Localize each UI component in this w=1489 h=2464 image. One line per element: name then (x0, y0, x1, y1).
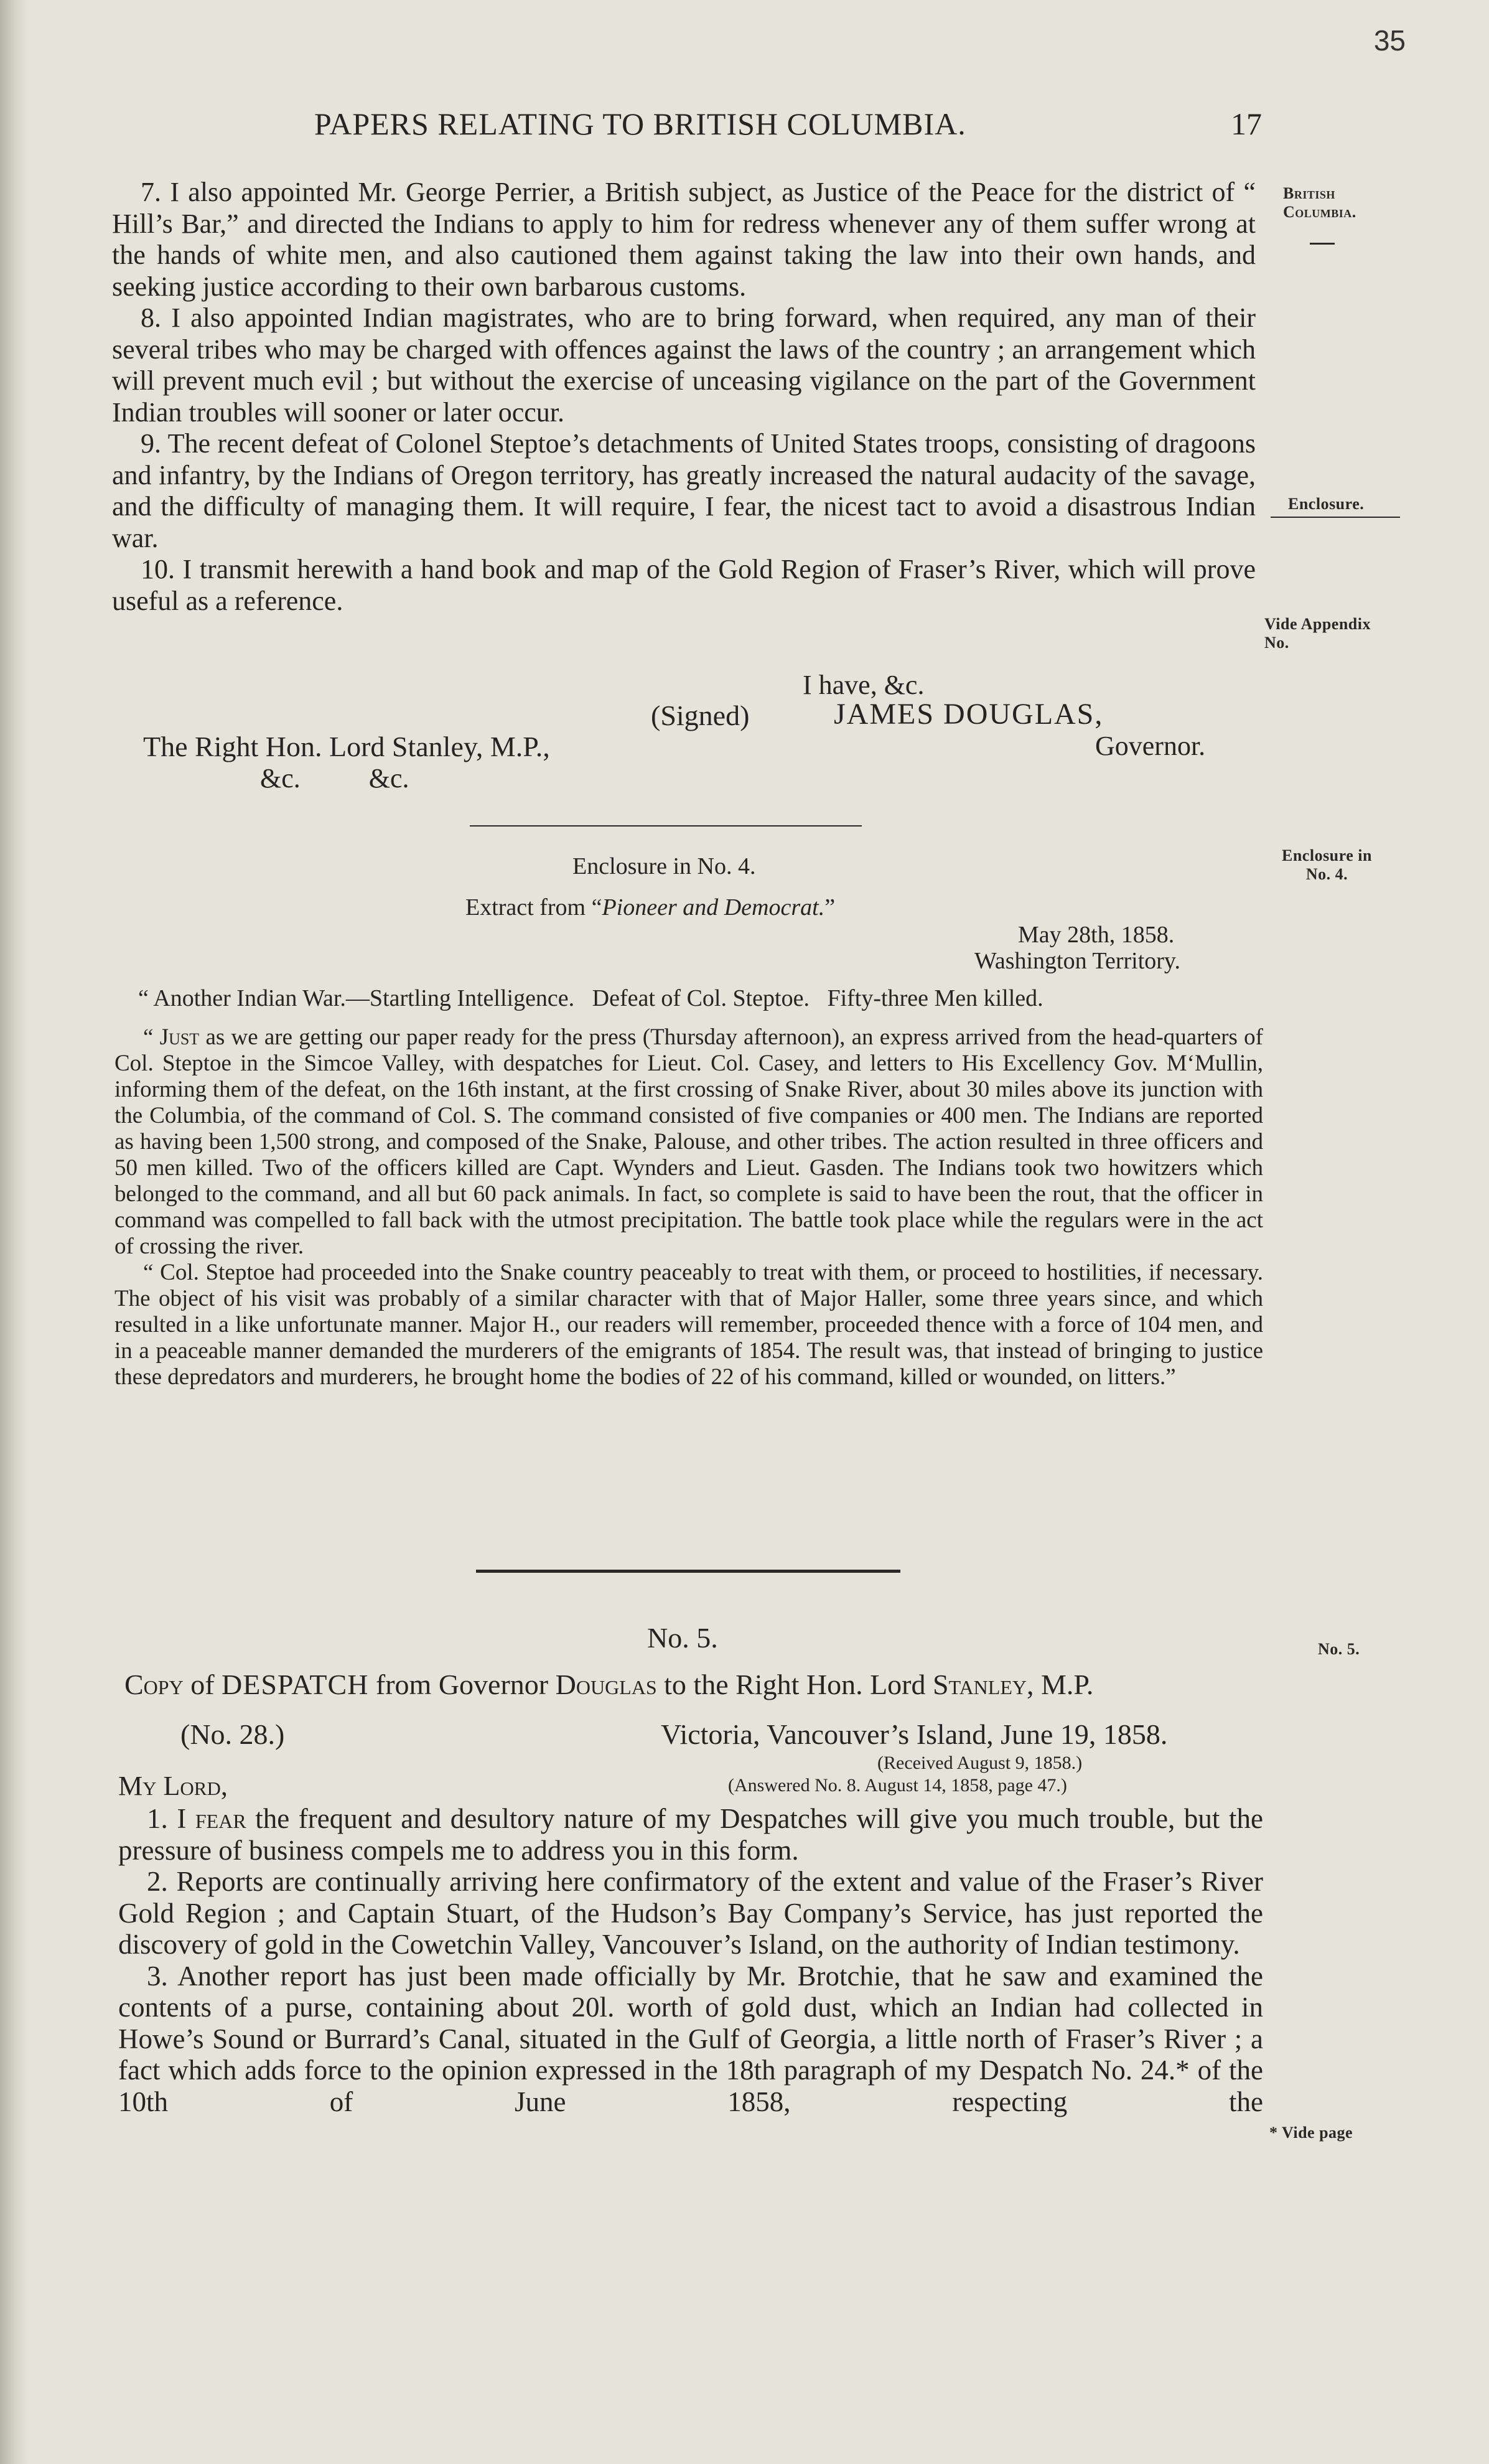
p1-fear: fear (195, 1803, 246, 1834)
newspaper-name: Pioneer and Democrat. (602, 894, 825, 920)
letter-body (112, 177, 1256, 617)
paragraph-9: 9. The recent defeat of Colonel Steptoe’s detachments of United States troops, consisting of dragoons and infantry, by the Indians of Oregon territory, has greatly increased the natural audacity of the savage, and the difficulty of managing them. It will require, I fear, the nicest tact to avoid a disastrous Indian war. (112, 428, 1256, 553)
despatch-body (118, 1803, 1263, 2117)
margin-note-line: Enclosure in (1282, 846, 1372, 864)
closing-line: I have, &c. (803, 670, 925, 700)
title-stanley: Stanley (933, 1669, 1027, 1700)
despatch-ref: (No. 28.) (180, 1718, 285, 1750)
title-mid2: to the Right Hon. Lord (656, 1669, 933, 1700)
title-copy: Copy (124, 1669, 184, 1700)
enclosure-heading: Enclosure in No. 4. (572, 853, 756, 879)
margin-dash (1310, 243, 1335, 245)
title-end: , M.P. (1027, 1669, 1094, 1700)
despatch-paragraph-3: 3. Another report has just been made officially by Mr. Brotchie, that he saw and examined the contents of a purse, containing about 20l. worth of gold dust, which an Indian had collected in Howe’s Sound or Burrard’s Canal, situated in the Gulf of Georgia, a little north of Fraser’s River ; a fact which adds force to the opinion expressed in the 18th paragraph of my Despatch No. 24.* of the 10th of June 1858, respecting the (118, 1960, 1263, 2117)
margin-note-enclosure-in (1282, 846, 1372, 884)
margin-note-british-columbia (1283, 184, 1356, 222)
p1-lead: 1. I (147, 1803, 195, 1834)
despatch-place-date: Victoria, Vancouver’s Island, June 19, 1858. (661, 1718, 1168, 1750)
running-title: PAPERS RELATING TO BRITISH COLUMBIA. (314, 106, 966, 141)
signatory-title: Governor. (1095, 731, 1206, 761)
margin-note-line: No. 4. (1305, 865, 1348, 883)
extract-place: Washington Territory. (974, 948, 1180, 974)
page-number: 17 (1231, 106, 1262, 141)
despatch-title (124, 1668, 1093, 1701)
margin-underline (1271, 517, 1400, 518)
extract-paragraph-1 (114, 1024, 1263, 1260)
title-mid: from Governor (368, 1669, 556, 1700)
signatory-name: JAMES DOUGLAS, (834, 698, 1104, 731)
despatch-answered: (Answered No. 8. August 14, 1858, page 47.) (728, 1775, 1067, 1796)
section-divider (470, 825, 862, 827)
margin-note-vide-page: * Vide page (1269, 2124, 1353, 2142)
folio-number: 35 (1373, 24, 1406, 57)
extract-headline: “ Another Indian War.—Startling Intelligence. Defeat of Col. Steptoe. Fifty-three Men killed. (138, 985, 1043, 1011)
despatch-paragraph-2: 2. Reports are continually arriving here confirmatory of the extent and value of the Fraser’s River Gold Region ; and Captain Stuart, of the Hudson’s Bay Company’s Service, has just reported the discovery of gold in the Cowetchin Valley, Vancouver’s Island, on the authority of Indian testimony. (118, 1866, 1263, 1960)
extract-body (114, 1024, 1263, 1390)
p1-text: the frequent and desultory nature of my Despatches will give you much trouble, but the pressure of business compels me to address you in this form. (118, 1803, 1263, 1866)
margin-note-line: No. (1264, 634, 1289, 652)
title-douglas: Douglas (555, 1669, 657, 1700)
margin-note-line: Columbia. (1283, 203, 1356, 221)
signed-label: (Signed) (651, 700, 750, 731)
title-despatch: DESPATCH (222, 1669, 369, 1700)
margin-note-enclosure: Enclosure. (1288, 495, 1365, 513)
extract-source-line (465, 894, 835, 921)
paragraph-8: 8. I also appointed Indian magistrates, who are to bring forward, when required, any man of their several tribes who may be charged with offences against the laws of the country ; an arrangement which will prevent much evil ; but without the exercise of unceasing vigilance on the part of the Government Indian troubles will sooner or later occur. (112, 302, 1256, 428)
paragraph-text: as we are getting our paper ready for the press (Thursday afternoon), an express arrived from the head-quarters of Col. Steptoe in the Simcoe Valley, with despatches for Lieut. Col. Casey, and letters to His Excellency Gov. M‘Mullin, informing them of the defeat, on the 16th instant, at the first crossing of Snake River, about 30 miles above its junction with the Columbia, of the command of Col. S. The command consisted of five companies or 400 men. The Indians are reported as having been 1,500 strong, and composed of the Snake, Palouse, and other tribes. The action resulted in three officers and 50 men killed. Two of the officers killed are Capt. Wynders and Lieut. Gasden. The Indians took two howitzers which belonged to the command, and all but 60 pack animals. In fact, so complete is said to have been the rout, that the officer in command was compelled to fall back with the utmost precipitation. The battle took place while the regulars were in the act of crossing the river. (114, 1024, 1263, 1259)
etc-line: &c. &c. (260, 763, 409, 794)
extract-prefix: Extract from “ (465, 894, 602, 920)
extract-suffix: ” (824, 894, 836, 920)
extract-date: May 28th, 1858. (1018, 922, 1175, 948)
salutation: My Lord, (118, 1771, 228, 1801)
margin-note-no5: No. 5. (1318, 1640, 1360, 1658)
paragraph-7: 7. I also appointed Mr. George Perrier, a British subject, as Justice of the Peace for the district of “ Hill’s Bar,” and directed the Indians to apply to him for redress whenever any of them suffer wrong at the hands of white men, and also cautioned them against taking the law into their own hands, and seeking justice according to their own barbarous customs. (112, 177, 1256, 302)
open-quote: “ (143, 1024, 160, 1050)
extract-paragraph-2: “ Col. Steptoe had proceeded into the Snake country peaceably to treat with them, or proceed to hostilities, if necessary. The object of his visit was probably of a similar character with that of Major Haller, some three years since, and which resulted in a like unfortunate manner. Major H., our readers will remember, proceeded thence with a force of 104 men, and in a peaceable manner demanded the murderers of the emigrants of 1854. The result was, that instead of bringing to justice these depredators and murderers, he brought home the bodies of 22 of his command, killed or wounded, on litters.” (114, 1260, 1263, 1390)
paragraph-10: 10. I transmit herewith a hand book and map of the Gold Region of Fraser’s River, which will prove useful as a reference. (112, 554, 1256, 616)
title-of: of (183, 1669, 222, 1700)
margin-note-vide-appendix (1264, 615, 1371, 652)
section-divider-thick (476, 1570, 900, 1573)
addressee: The Right Hon. Lord Stanley, M.P., (143, 731, 550, 762)
margin-note-line: Vide Appendix (1264, 615, 1371, 633)
despatch-number: No. 5. (647, 1622, 718, 1654)
lead-word: Just (159, 1024, 200, 1050)
despatch-received: (Received August 9, 1858.) (877, 1753, 1083, 1773)
page-gutter-shadow (0, 0, 29, 2464)
despatch-paragraph-1 (118, 1803, 1263, 1866)
margin-note-line: British (1283, 184, 1335, 202)
